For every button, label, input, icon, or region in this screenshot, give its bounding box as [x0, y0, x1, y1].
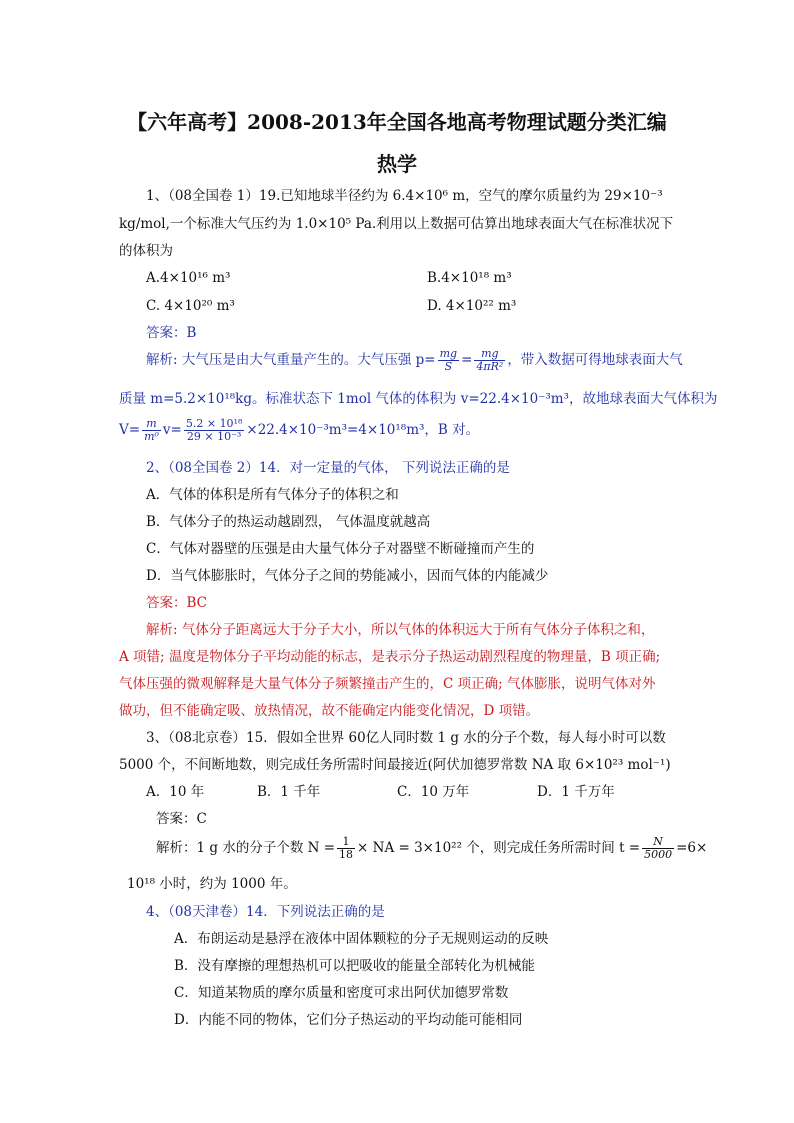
q2-explanation-line1: 解析: 气体分子距离远大于分子大小，所以气体的体积远大于所有气体分子体积之和， — [146, 622, 655, 638]
q2-head: 2、（08全国卷 2）14．对一定量的气体， 下列说法正确的是 — [146, 460, 510, 476]
q3-fraction-n-5000: $\frac{N}{5000}$ — [644, 835, 673, 861]
q1-fraction-mg-4piR2: $\frac{mg}{\text{4πR²}}$ — [476, 347, 504, 373]
q2-explanation-line4: 做功，但不能确定吸、放热情况，故不能确定内能变化情况，D 项错。 — [119, 703, 540, 719]
q4-option-b: B．没有摩擦的理想热机可以把吸收的能量全部转化为机械能 — [174, 958, 535, 974]
q1-option-d: D. 4×10²² m³ — [427, 298, 517, 314]
q3-line1: 3、（08北京卷）15．假如全世界 60亿人同时数 1 g 水的分子个数，每人每小时可以数 — [146, 730, 666, 746]
q1-line3: 的体积为 — [119, 243, 173, 259]
q2-option-a: A．气体的体积是所有气体分子的体积之和 — [146, 487, 399, 503]
q2-option-d: D．当气体膨胀时，气体分子之间的势能减小，因而气体的内能减少 — [146, 568, 549, 584]
q3-option-c: C．10 万年 — [397, 784, 470, 800]
document-title: 【六年高考】2008-2013年全国各地高考物理试题分类汇编 — [127, 110, 667, 134]
q1-option-b: B.4×10¹⁸ m³ — [427, 270, 512, 286]
q4-option-a: A．布朗运动是悬浮在液体中固体颗粒的分子无规则运动的反映 — [174, 931, 549, 947]
q3-fraction-1-18: $\frac{1}{18}$ — [339, 835, 354, 861]
q1-answer: 答案：B — [146, 325, 197, 341]
q2-explanation-line3: 气体压强的微观解释是大量气体分子频繁撞击产生的，C 项正确; 气体膨胀，说明气体对外 — [119, 676, 656, 692]
q2-option-b: B．气体分子的热运动越剧烈， 气体温度就越高 — [146, 514, 431, 530]
q1-option-a: A.4×10¹⁶ m³ — [146, 270, 231, 286]
q1-line1: 1、（08全国卷 1）19.已知地球半径约为 6.4×10⁶ m，空气的摩尔质量约为 29×10⁻³ — [146, 188, 663, 204]
q1-exp1a: 解析: 大气压是由大气重量产生的。大气压强 p= — [146, 352, 436, 368]
q3-option-d: D．1 千万年 — [537, 784, 615, 800]
q3-explanation-line2: 10¹⁸ 小时，约为 1000 年。 — [127, 876, 297, 892]
q2-option-c: C．气体对器壁的压强是由大量气体分子对器壁不断碰撞而产生的 — [146, 541, 535, 557]
q2-explanation-line2: A 项错; 温度是物体分子平均动能的标志，是表示分子热运动剧烈程度的物理量，B 项正确; — [119, 649, 661, 665]
q3-option-b: B．1 千年 — [257, 784, 321, 800]
q2-answer: 答案：BC — [146, 595, 208, 611]
q1-explanation-line2: 质量 m=5.2×10¹⁸kg。标准状态下 1mol 气体的体积为 v=22.4×10⁻³m³，故地球表面大气体积为 — [119, 391, 718, 407]
q3-explanation-line1: 解析：1 g 水的分子个数 N = $\frac{1}{18}$ × NA = 3×10²² 个，则完成任务所需时间 t = $\frac{N}{5000}$ =6× — [156, 835, 708, 861]
q1-exp1b: ，带入数据可得地球表面大气 — [507, 352, 683, 368]
q3-option-a: A．10 年 — [146, 784, 205, 800]
q1-option-c: C. 4×10²⁰ m³ — [146, 298, 235, 314]
q1-explanation-line3: V= $\frac{m}{\text{m⁰}}$ v= $\frac{\text{5.2 × 10¹⁸}}{\text{29 × 10⁻³}}$ ×22.4×10⁻³m³=4×10¹⁸m³，B 对。 — [119, 417, 480, 443]
q1-fraction-values: $\frac{\text{5.2 × 10¹⁸}}{\text{29 × 10⁻³}}$ — [185, 417, 243, 443]
q4-option-d: D．内能不同的物体，它们分子热运动的平均动能可能相同 — [174, 1012, 523, 1028]
q1-fraction-m-m0: $\frac{m}{\text{m⁰}}$ — [144, 417, 159, 443]
q3-line2: 5000 个，不间断地数，则完成任务所需时间最接近(阿伏加德罗常数 NA 取 6×10²³ mol⁻¹) — [119, 757, 671, 773]
q3-answer: 答案：C — [156, 811, 207, 827]
q4-head: 4、（08天津卷）14．下列说法正确的是 — [146, 904, 385, 920]
q1-line2: kg/mol,一个标准大气压约为 1.0×10⁵ Pa.利用以上数据可估算出地球表面大气在标准状况下 — [119, 216, 674, 232]
q1-fraction-mg-s: $\frac{mg}{S}$ — [439, 347, 458, 373]
q1-explanation-line1: 解析: 大气压是由大气重量产生的。大气压强 p= $\frac{mg}{S}$ = $\frac{mg}{\text{4πR²}}$ ，带入数据可得地球表面大气 — [146, 347, 683, 373]
q4-option-c: C．知道某物质的摩尔质量和密度可求出阿伏加德罗常数 — [174, 985, 509, 1001]
document-subtitle: 热学 — [377, 152, 417, 176]
